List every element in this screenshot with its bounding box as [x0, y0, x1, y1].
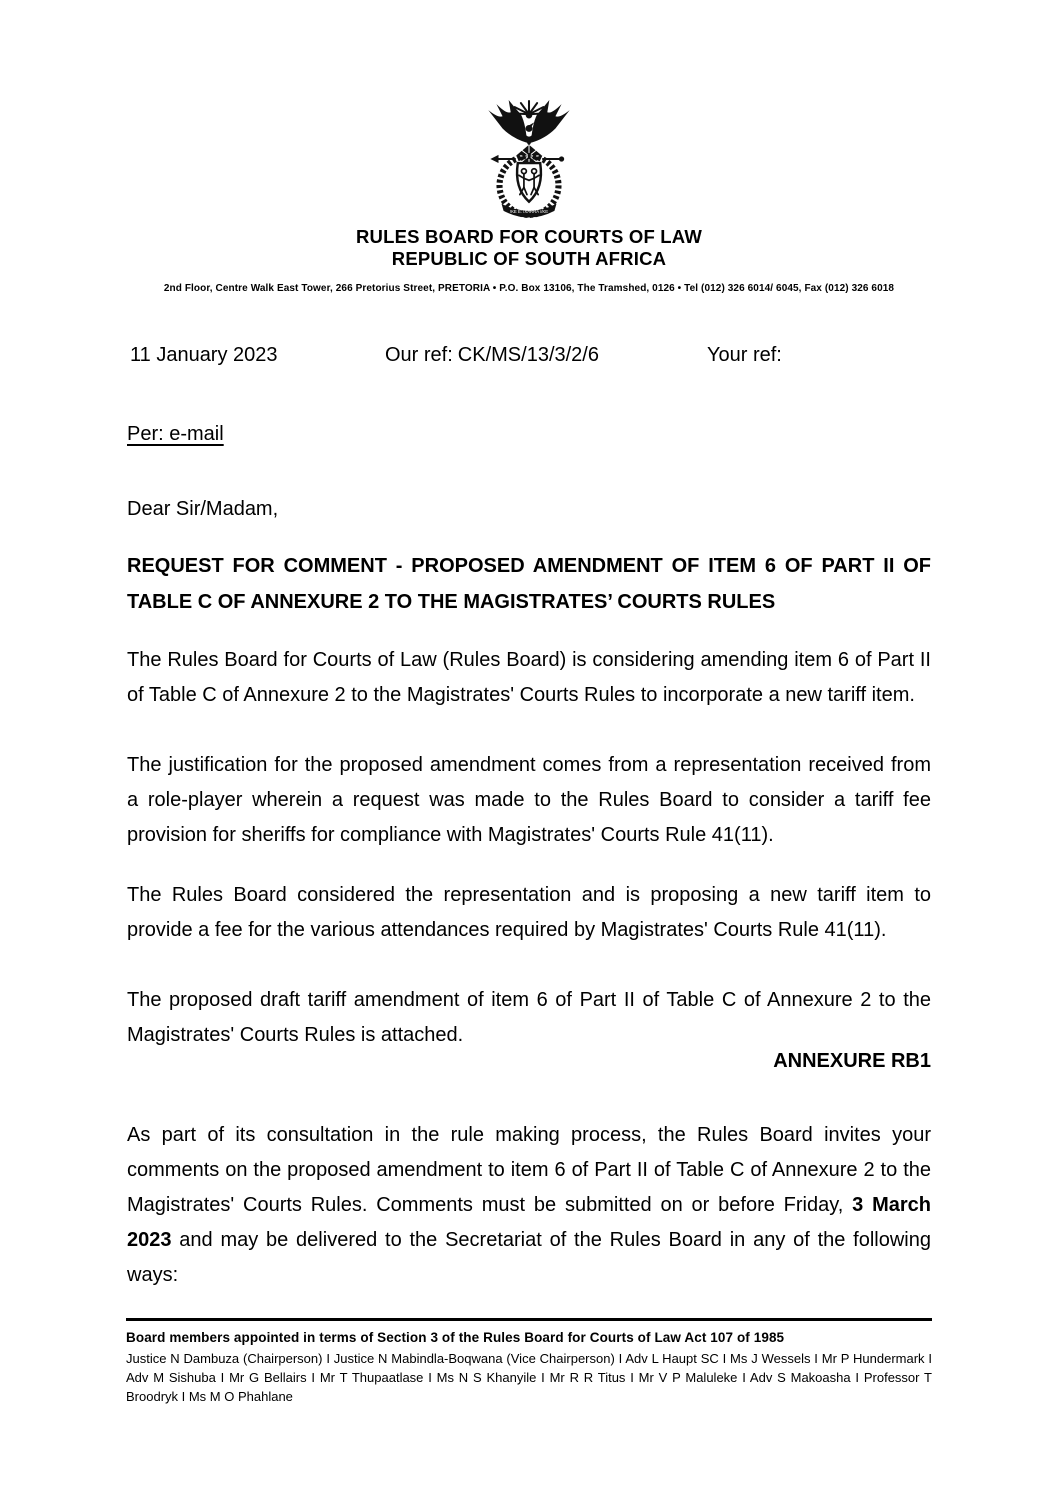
org-name-line2: REPUBLIC OF SOUTH AFRICA — [391, 247, 667, 269]
your-ref-label: Your ref: — [707, 344, 782, 366]
our-ref-value: CK/MS/13/3/2/6 — [457, 344, 599, 366]
subject-line-1: REQUEST FOR COMMENT - PROPOSED AMENDMENT OF ITEM 6 OF PART II OF — [127, 555, 931, 577]
closing-paragraph — [127, 1118, 931, 1293]
paragraph-3: The Rules Board considered the representation and is proposing a new tariff item to provide a fee for the various attendances required by Magistrates' Courts Rule 41(11). — [127, 884, 931, 941]
south-africa-coat-of-arms-icon — [467, 100, 591, 220]
reference-row — [127, 344, 931, 367]
paragraph-2: The justification for the proposed amendment comes from a representation received from a role-player wherein a request was made to the Rules Board to consider a tariff fee provision for sheriffs for compliance with Magistrates' Courts Rule 41(11). — [127, 754, 931, 846]
subject-line-2: TABLE C OF ANNEXURE 2 TO THE MAGISTRATES’ COURTS RULES — [127, 591, 776, 613]
paragraph-4: The proposed draft tariff amendment of item 6 of Part II of Table C of Annexure 2 to the Magistrates' Courts Rules is attached. — [127, 989, 931, 1046]
letterhead — [127, 100, 931, 294]
letter-date: 11 January 2023 — [130, 344, 278, 366]
delivery-method: Per: e-mail — [127, 423, 224, 445]
deadline-date: 3 March 2023 — [127, 1194, 931, 1251]
coat-of-arms-motto: !KE E: /XARRA //KE — [509, 208, 549, 214]
salutation: Dear Sir/Madam, — [127, 498, 279, 520]
closing-text-before: As part of its consultation in the rule making process, the Rules Board invites your comments on the proposed amendment to item 6 of Part II of Table C of Annexure 2 to the Magistrates' Courts Rules. Comments must be submitted on or before Friday, — [127, 1124, 931, 1216]
footer-heading: Board members appointed in terms of Section 3 of the Rules Board for Courts of Law Act 107 of 1985 — [126, 1330, 785, 1345]
our-ref-label: Our ref: — [385, 344, 453, 366]
footer-member-names: Justice N Dambuza (Chairperson) I Justice N Mabindla-Boqwana (Vice Chairperson) I Adv L Haupt SC I Ms J Wessels I Mr P Hundermark I Adv M Sishuba I Mr G Bellairs I Mr T Thupaatlase I Ms N S Khanyile I Mr R R Titus I Mr V P Maluleke I Adv S Makoasha I Professor T Broodryk I Ms M O Phahlane — [126, 1351, 932, 1404]
paragraph-1: The Rules Board for Courts of Law (Rules Board) is considering amending item 6 of Part II of Table C of Annexure 2 to the Magistrates' Courts Rules to incorporate a new tariff item. — [127, 649, 931, 706]
closing-text-after: and may be delivered to the Secretariat of the Rules Board in any of the following ways: — [127, 1229, 931, 1286]
subject-heading — [127, 548, 931, 620]
annexure-label: ANNEXURE RB1 — [773, 1050, 931, 1072]
our-ref — [385, 344, 707, 367]
org-name-line1: RULES BOARD FOR COURTS OF LAW — [356, 226, 702, 247]
letterhead-address: 2nd Floor, Centre Walk East Tower, 266 Pretorius Street, PRETORIA • P.O. Box 13106, The Tramshed, 0126 • Tel (012) 326 6014/ 6045, Fax (012) 326 6018 — [163, 283, 895, 294]
board-members-footer — [126, 1318, 932, 1406]
